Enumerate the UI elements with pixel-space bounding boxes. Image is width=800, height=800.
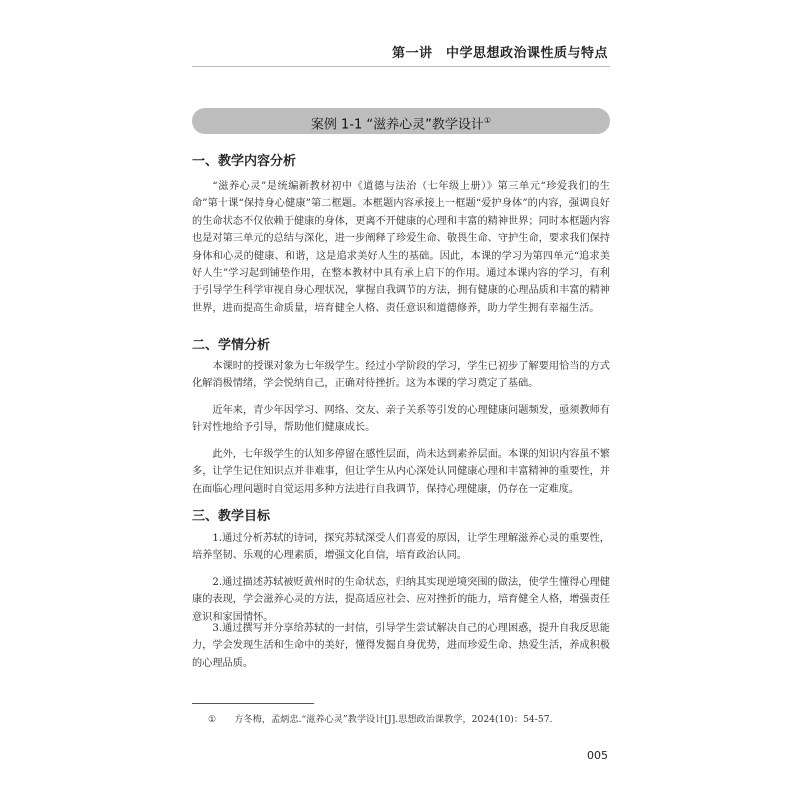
footnote-rule [192, 703, 314, 704]
paragraph: 3.通过撰写并分享给苏轼的一封信，引导学生尝试解决自己的心理困惑，提升自我反思能力，学会发现生活和生命中的美好，懂得发掘自身优势，进而珍爱生命、热爱生活，养成积极的心理品质。 [192, 623, 610, 669]
case-title-banner [192, 108, 610, 134]
case-title: 案例 1-1 “滋养心灵”教学设计 [310, 117, 484, 133]
paragraph: 2.通过描述苏轼被贬黄州时的生命状态，归纳其实现逆境突围的做法，使学生懂得心理健康的表现，学会滋养心灵的方法，提高适应社会、应对挫折的能力，培育健全人格，增强责任意识和家国情怀。 [192, 577, 610, 623]
paragraph: 此外，七年级学生的认知多停留在感性层面，尚未达到素养层面。本课的知识内容虽不繁多，让学生记住知识点并非难事，但让学生从内心深处认同健康心理和丰富精神的重要性，并在面临心理问题时自觉运用多种方法进行自我调节，保持心理健康，仍存在一定难度。 [192, 449, 610, 495]
section-heading-content-analysis: 一、教学内容分析 [192, 154, 297, 169]
footnote-reference: ① [483, 116, 492, 125]
section-heading-learner-analysis: 二、学情分析 [192, 338, 271, 353]
paragraph: 近年来，青少年因学习、网络、交友、亲子关系等引发的心理健康问题频发，亟须教师有针对性地给予引导，帮助他们健康成长。 [192, 405, 610, 434]
footnote-mark: ① [208, 714, 217, 725]
header-rule [192, 66, 610, 67]
paragraph: 本课时的授课对象为七年级学生。经过小学阶段的学习，学生已初步了解要用恰当的方式化解消极情绪，学会悦纳自己，正确对待挫折。这为本课的学习奠定了基础。 [192, 361, 610, 390]
running-header: 第一讲 中学思想政治课性质与特点 [391, 46, 608, 61]
page-number: 005 [587, 749, 608, 762]
footnote-text: 方冬梅，孟炳忠.“滋养心灵”教学设计[J].思想政治课教学，2024(10)：54-57. [234, 714, 553, 725]
paragraph: “滋养心灵”是统编新教材初中《道德与法治（七年级上册）》第三单元“珍爱我们的生命”第十课“保持身心健康”第二框题。本框题内容承接上一框题“爱护身体”的内容，强调良好的生命状态不仅依赖于健康的身体，更离不开健康的心理和丰富的精神世界；同时本框题内容也是对第三单元的总结与深化，进一步阐释了珍爱生命、敬畏生命、守护生命，要求我们保持身体和心灵的健康、和谐，这是追求美好人生的基础。因此，本课的学习为第四单元“追求美好人生”学习起到铺垫作用，在整本教材中具有承上启下的作用。通过本课内容的学习，有利于引导学生科学审视自身心理状况，掌握自我调节的方法，拥有健康的心理品质和丰富的精神世界，进而提高生命质量，培育健全人格、责任意识和道德修养，助力学生拥有幸福生活。 [192, 181, 610, 314]
section-heading-objectives: 三、教学目标 [192, 509, 271, 524]
footnote [208, 711, 552, 725]
paragraph: 1.通过分析苏轼的诗词，探究苏轼深受人们喜爱的原因，让学生理解滋养心灵的重要性，培养坚韧、乐观的心理素质，增强文化自信，培育政治认同。 [192, 533, 610, 562]
